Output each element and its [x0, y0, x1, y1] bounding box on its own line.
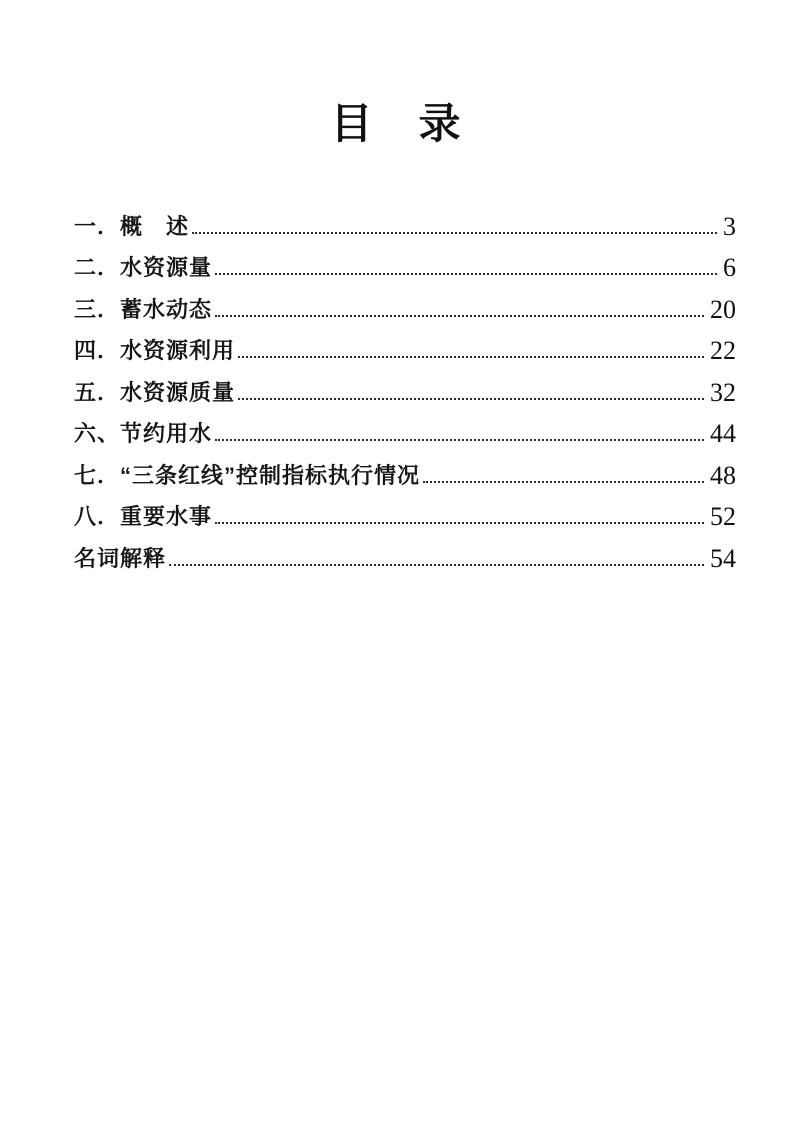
- toc-entry-page: 54: [710, 543, 736, 573]
- toc-entry-label: 一．概 述: [74, 213, 190, 239]
- toc-entry[interactable]: [74, 367, 736, 409]
- toc-entry-page: 3: [723, 211, 736, 241]
- dot-leader: [238, 398, 704, 400]
- toc-list: [74, 201, 736, 575]
- toc-entry-label: 八．重要水事: [74, 504, 213, 529]
- dot-leader: [215, 315, 704, 317]
- toc-entry-page: 48: [710, 460, 736, 490]
- toc-entry[interactable]: [74, 284, 736, 326]
- toc-entry-page: 32: [710, 377, 736, 407]
- toc-entry-page: 52: [710, 502, 736, 531]
- dot-leader: [215, 522, 704, 524]
- toc-entry[interactable]: [74, 450, 736, 492]
- toc-entry[interactable]: [74, 326, 736, 368]
- toc-entry-page: 20: [710, 294, 736, 324]
- toc-entry-page: 6: [723, 253, 736, 282]
- dot-leader: [169, 564, 704, 566]
- toc-entry[interactable]: [74, 243, 736, 285]
- toc-entry-label: 五．水资源质量: [74, 379, 236, 405]
- dot-leader: [215, 439, 704, 441]
- toc-entry[interactable]: [74, 492, 736, 534]
- toc-entry-label: 六、节约用水: [74, 421, 213, 446]
- toc-entry-label: 四．水资源利用: [74, 338, 236, 363]
- dot-leader: [238, 356, 704, 358]
- toc-entry-page: 44: [710, 419, 736, 448]
- dot-leader: [192, 232, 717, 234]
- toc-entry-label: 七．“三条红线”控制指标执行情况: [74, 462, 421, 488]
- toc-entry-label: 二．水资源量: [74, 255, 213, 280]
- toc-entry-page: 22: [710, 336, 736, 365]
- toc-entry[interactable]: [74, 409, 736, 451]
- toc-entry[interactable]: [74, 533, 736, 575]
- toc-entry-label: 名词解释: [74, 545, 167, 571]
- page-title: 目 录: [330, 100, 463, 147]
- toc-entry-label: 三．蓄水动态: [74, 296, 213, 322]
- dot-leader: [215, 273, 717, 275]
- dot-leader: [423, 481, 704, 483]
- toc-entry[interactable]: [74, 201, 736, 243]
